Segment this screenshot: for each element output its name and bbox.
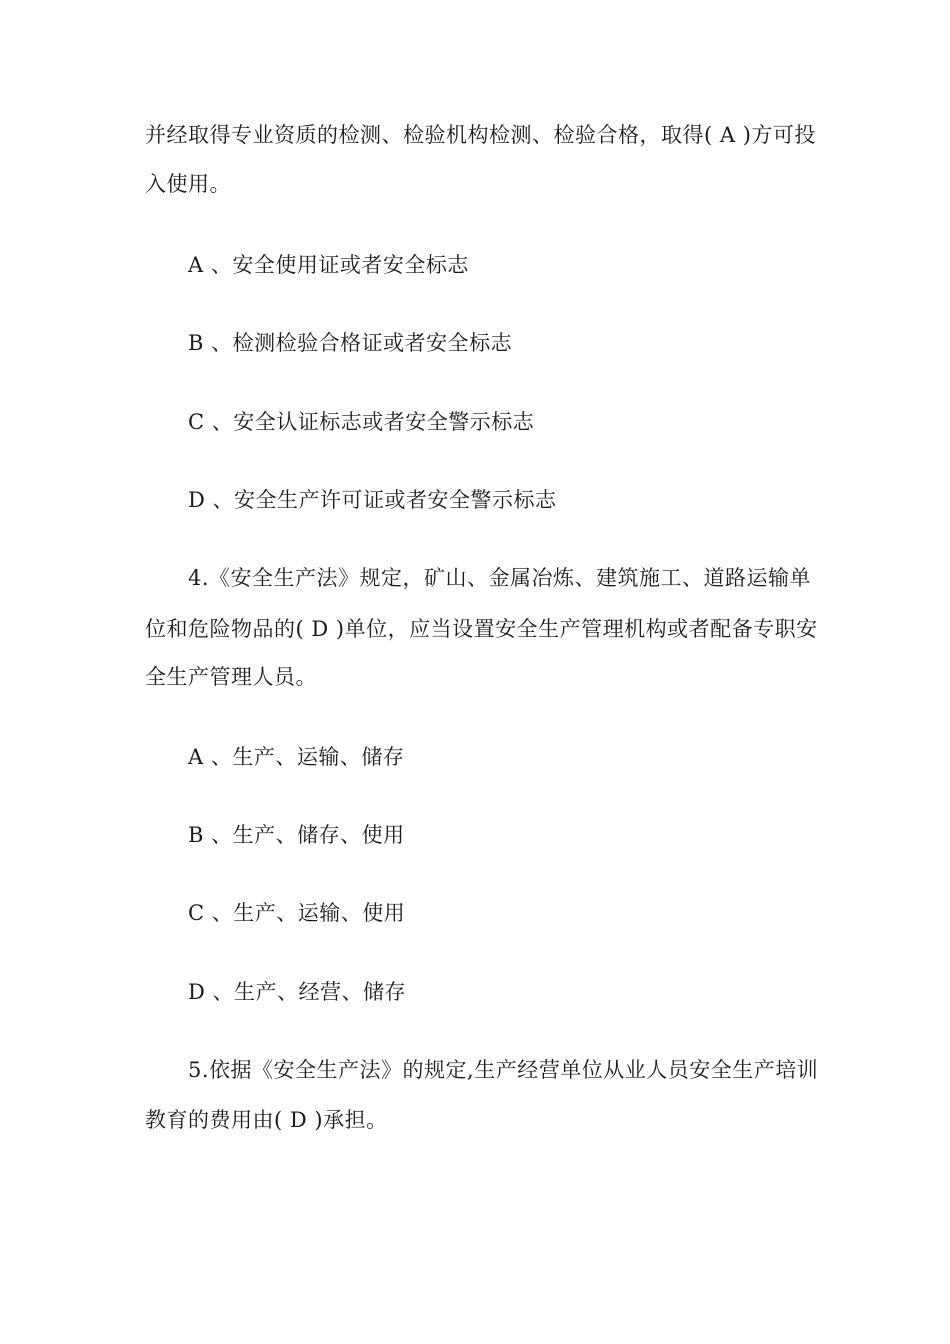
question-3-option-d: D 、安全生产许可证或者安全警示标志 <box>188 488 557 512</box>
question-5-text-line-2: 教育的费用由( D )承担。 <box>145 1108 388 1132</box>
question-4-option-d: D 、生产、经营、储存 <box>188 980 407 1004</box>
question-3-option-c: C 、安全认证标志或者安全警示标志 <box>188 410 535 434</box>
question-3-text-line-1: 并经取得专业资质的检测、检验机构检测、检验合格，取得( A )方可投 <box>145 123 816 147</box>
question-4-option-c: C 、生产、运输、使用 <box>188 901 406 925</box>
question-5-text-line-1: 5.依据《安全生产法》的规定,生产经营单位从业人员安全生产培训 <box>188 1058 819 1082</box>
question-3-option-a: A 、安全使用证或者安全标志 <box>188 253 469 277</box>
question-4-option-b: B 、生产、储存、使用 <box>188 823 405 847</box>
question-4-option-a: A 、生产、运输、储存 <box>188 745 405 769</box>
question-4-text-line-1: 4.《安全生产法》规定，矿山、金属冶炼、建筑施工、道路运输单 <box>188 566 812 590</box>
question-4-text-line-2: 位和危险物品的( D )单位，应当设置安全生产管理机构或者配备专职安 <box>145 617 818 641</box>
question-4-text-line-3: 全生产管理人员。 <box>145 665 317 689</box>
question-3-option-b: B 、检测检验合格证或者安全标志 <box>188 331 513 355</box>
question-3-text-line-2: 入使用。 <box>145 172 231 196</box>
